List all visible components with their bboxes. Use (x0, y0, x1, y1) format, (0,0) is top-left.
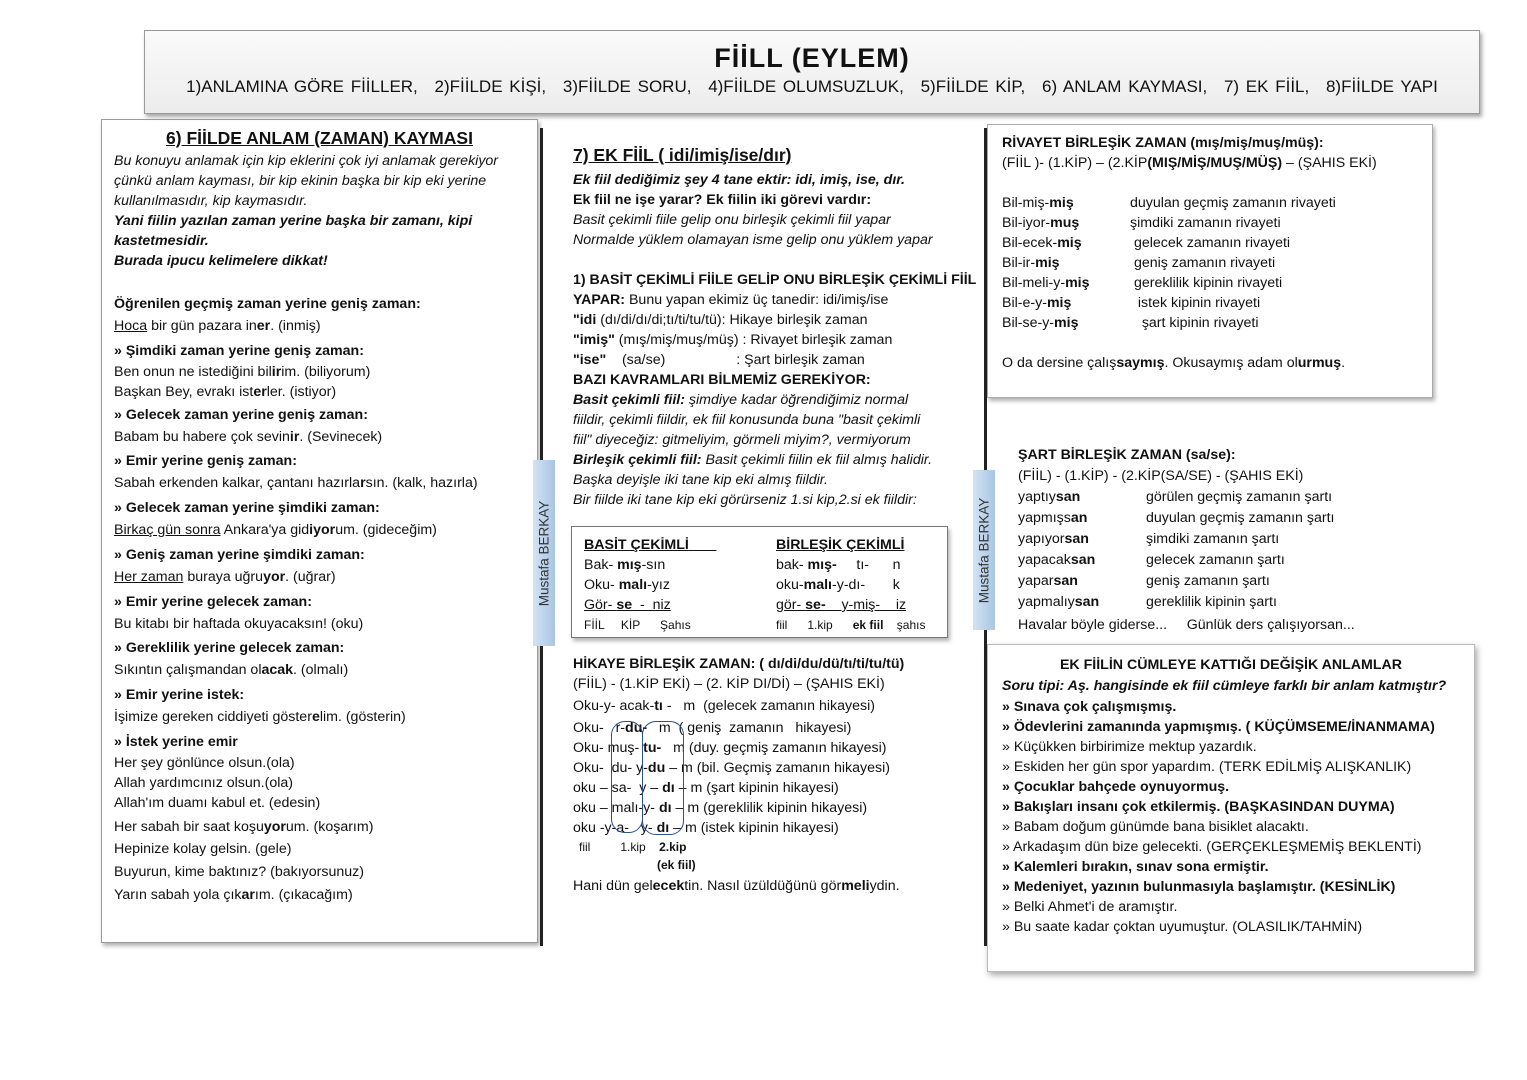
text: (mış/miş/muş/müş) : Rivayet birleşik zaman (614, 332, 893, 348)
example-text: Ben onun ne istediğini bil (114, 363, 272, 380)
anlamlar-panel (987, 644, 1475, 972)
example-row: Bil-iyor-muş şimdiki zamanın rivayeti (1002, 215, 1281, 231)
example-line (114, 816, 525, 839)
text-line (573, 450, 968, 470)
page-title: FİİLL (EYLEM) (714, 43, 910, 73)
text-line (573, 310, 968, 330)
subsection-heading: » İstek yerine emir (114, 733, 238, 750)
text-line: Yani fiilin yazılan zaman yerine başka bir zamanı, kipi (114, 213, 473, 229)
text-line (573, 290, 968, 310)
text-line: çünkü anlam kayması, bir kip ekinin başka bir kip eki yerine (114, 173, 487, 189)
text-line: Basit çekimli fiile gelip onu birleşik çekimli fiil yapar (573, 212, 891, 228)
example-text: Sabah erkenden kalkar, çantanı hazırla (114, 475, 361, 492)
suffix: acak (261, 662, 294, 679)
example-text: ler. (istiyor) (266, 383, 337, 400)
example-text: Ankara'ya gid (220, 522, 310, 539)
suffix: ar (241, 886, 255, 903)
table-row: Gör- se - niz (584, 597, 671, 613)
example-row: yaparsan geniş zamanın şartı (1018, 573, 1270, 589)
suffix: e (311, 708, 320, 725)
suffix: "imiş" (573, 332, 615, 348)
example-text: . (uğrar) (285, 568, 336, 585)
list-item: » Küçükken birbirimize mektup yazardık. (1002, 739, 1257, 755)
list-item: » Bu saate kadar çoktan uyumuştur. (OLASILIK/TAHMİN) (1002, 919, 1363, 935)
text-line: Burada ipucu kelimelere dikkat! (114, 253, 328, 269)
cue-word: Her zaman (114, 568, 184, 585)
text-line: fiil" diyeceğiz: gitmeliyim, görmeli miyim?, vermiyorum (573, 432, 911, 448)
example-row: Bil-ir-miş geniş zamanın rivayeti (1002, 255, 1276, 271)
author-name: Mustafa BERKAY (976, 497, 992, 603)
suffix: "ise" (573, 352, 607, 368)
subsection-heading: RİVAYET BİRLEŞİK ZAMAN (mış/miş/muş/müş): (1002, 135, 1324, 151)
handwritten-circle (611, 721, 643, 833)
example-row: Bil-miş-miş duyulan geçmiş zamanın rivayeti (1002, 195, 1336, 211)
text-line: Bir fiilde iki tane kip eki görürseniz 1.si kip,2.si ek fiildir: (573, 492, 917, 508)
subsection-heading: » Gereklilik yerine gelecek zaman: (114, 640, 345, 657)
text-line: Başka deyişle iki tane kip eki almış fiildir. (573, 472, 828, 488)
example-text: İşimize gereken ciddiyeti göster (114, 708, 312, 725)
conjugation-table (571, 526, 948, 638)
text: Bunu yapan ekimiz üç tanedir: idi/imiş/ise (625, 292, 889, 308)
section-title: 7) EK FİİL ( idi/imiş/ise/dır) (573, 145, 792, 165)
list-item: » Sınava çok çalışmışmış. (1002, 699, 1177, 715)
rivayet-panel (987, 124, 1433, 398)
birlesik-column (776, 535, 946, 635)
text-line (573, 390, 968, 410)
list-item: » Ödevlerini zamanında yapmışmış. ( KÜÇÜMSEME/İNANMAMA) (1002, 719, 1435, 735)
text-line (573, 330, 968, 350)
example-line: Her şey gönlünce olsun.(ola) (114, 754, 295, 771)
suffix: er (253, 383, 267, 400)
text-line (573, 350, 968, 370)
topic-item: 2)FİİLDE KİŞİ, (434, 77, 547, 96)
example-text: . (inmiş) (270, 318, 321, 334)
text: (sa/se) : Şart birleşik zaman (606, 352, 865, 368)
list-item: » Bakışları insanı çok etkilermiş. (BAŞKASINDAN DUYMA) (1002, 799, 1395, 815)
example-text: Yarın sabah yola çık (114, 886, 242, 903)
suffix: ir (271, 363, 282, 380)
example-text: Sıkıntın çalışmandan ol (114, 662, 262, 679)
list-item: » Çocuklar bahçede oynuyormuş. (1002, 779, 1230, 795)
suffix: ir (289, 428, 300, 445)
example-text: sın. (kalk, hazırla) (365, 475, 478, 492)
topic-item: 5)FİİLDE KİP, (920, 77, 1026, 96)
suffix: "idi (573, 312, 597, 328)
subsection-heading: » Gelecek zaman yerine geniş zaman: (114, 406, 368, 423)
anlam-kaymasi-panel (101, 119, 538, 943)
suffix: yor (263, 568, 286, 585)
example-line: Allah'ım duamı kabul et. (edesin) (114, 794, 321, 811)
table-row: bak- mış- tı- n (776, 557, 901, 573)
example-text: buraya uğru (183, 568, 264, 585)
example-row: Bil-se-y-miş şart kipinin rivayeti (1002, 315, 1259, 331)
example-line (114, 315, 525, 338)
example-row: yapıyorsan şimdiki zamanın şartı (1018, 531, 1280, 547)
example-line: Oku- muş- tu- m (duy. geçmiş zamanın hikayesi) (573, 740, 887, 756)
text-line: Ek fiil ne işe yarar? Ek fiilin iki görevi vardır: (573, 192, 872, 208)
example-line (114, 706, 525, 729)
example-row: yapmalıysan gereklilik kipinin şartı (1018, 594, 1277, 610)
subsection-heading: ŞART BİRLEŞİK ZAMAN (sa/se): (1018, 447, 1236, 463)
example-line: Oku- du- y-du – m (bil. Geçmiş zamanın hikayesi) (573, 760, 890, 776)
table-row: Oku- malı-yız (584, 577, 670, 593)
example-line (114, 659, 525, 682)
subsection-heading: » Emir yerine geniş zaman: (114, 453, 297, 470)
topic-item: 4)FİİLDE OLUMSUZLUK, (708, 77, 904, 96)
example-row: yapacaksan gelecek zamanın şartı (1018, 552, 1285, 568)
text-line: kullanılmasıdır, kip kaymasıdır. (114, 193, 308, 209)
table-row: oku-malı-y-dı- k (776, 577, 900, 593)
example-row: yapmışsan duyulan geçmiş zamanın şartı (1018, 510, 1335, 526)
example-line: oku – malı-y- dı – m (gereklilik kipinin hikayesi) (573, 800, 868, 816)
example-text: Her sabah bir saat koşu (114, 818, 264, 835)
example-line (114, 362, 525, 382)
text: (dı/di/dı/di;tı/ti/tu/tü): Hikaye birleşik zaman (596, 312, 868, 328)
suffix: yor (263, 818, 286, 835)
example-line: Oku-y- acak-tı - m (gelecek zamanın hikayesi) (573, 698, 875, 714)
example-line (114, 382, 525, 402)
column-header: BASİT ÇEKİMLİ (584, 537, 689, 553)
topic-item: 1)ANLAMINA GÖRE FİİLLER, (186, 77, 418, 96)
column-header: BİRLEŞİK ÇEKİMLİ (776, 537, 905, 553)
section-title: 6) FİİLDE ANLAM (ZAMAN) KAYMASI (166, 128, 473, 148)
table-row: Bak- mış-sın (584, 557, 666, 573)
subsection-heading: » Şimdiki zaman yerine geniş zaman: (114, 342, 364, 359)
question-line: Soru tipi: Aş. hangisinde ek fiil cümleye farklı bir anlam katmıştır? (1002, 678, 1447, 694)
subsection-heading: » Gelecek zaman yerine şimdiki zaman: (114, 500, 380, 517)
example-text: Babam bu habere çok sevin (114, 428, 290, 445)
subsection-heading: Öğrenilen geçmiş zaman yerine geniş zaman: (114, 296, 421, 312)
topic-list (145, 77, 1479, 97)
list-item: » Belki Ahmet'i de aramıştır. (1002, 899, 1178, 915)
subsection-heading: HİKAYE BİRLEŞİK ZAMAN: ( dı/di/du/dü/tı/ti/tu/tü) (573, 656, 905, 672)
header-box (144, 30, 1480, 114)
author-name: Mustafa BERKAY (536, 500, 552, 606)
example-line: Havalar böyle giderse... Günlük ders çalışıyorsan... (1018, 617, 1355, 633)
meaning-list (1002, 697, 1460, 937)
example-text: . (olmalı) (293, 662, 349, 679)
text-line: Bu konuyu anlamak için kip eklerini çok iyi anlamak gerekiyor (114, 153, 499, 169)
example-text: um. (gideceğim) (335, 522, 437, 539)
example-row: Bil-meli-y-miş gereklilik kipinin rivayeti (1002, 275, 1283, 291)
formula-line: (FİİL) - (1.KİP) - (2.KİP(SA/SE) - (ŞAHIS EKİ) (1018, 468, 1304, 484)
subsection-heading: » Emir yerine istek: (114, 686, 245, 703)
example-text: . (Sevinecek) (299, 428, 383, 445)
table-footer: fiil 1.kip ek fiil şahıs (776, 618, 926, 632)
text-line: kastetmesidir. (114, 233, 209, 249)
list-item: » Eskiden her gün spor yapardım. (TERK EDİLMİŞ ALIŞKANLIK) (1002, 759, 1412, 775)
sart-section (1018, 445, 1418, 637)
example-line (114, 472, 525, 495)
example-line: Buyurun, kime baktınız? (bakıyorsunuz) (114, 864, 364, 881)
cue-word: Birkaç gün sonra (114, 522, 221, 539)
author-label (533, 460, 555, 646)
example-line: Bu kitabı bir haftada okuyacaksın! (oku) (114, 615, 364, 632)
suffix: r (360, 475, 366, 492)
example-row: Bil-e-y-miş istek kipinin rivayeti (1002, 295, 1261, 311)
suffix: iyor (309, 522, 336, 539)
example-line: Hepinize kolay gelsin. (gele) (114, 841, 292, 858)
term: Birleşik çekimli fiil: (573, 452, 702, 468)
topic-item: 8)FİİLDE YAPI (1325, 77, 1438, 96)
topic-item: 6) ANLAM KAYMASI, (1042, 77, 1208, 96)
subsection-heading: » Emir yerine gelecek zaman: (114, 593, 312, 610)
text-line: fiildir, çekimli fiildir, ek fiil konusunda buna "basit çekimli (573, 412, 921, 428)
example-text: ım. (çıkacağım) (254, 886, 353, 903)
example-line: Allah yardımcınız olsun.(ola) (114, 774, 293, 791)
suffix: er (256, 318, 271, 334)
subsection-heading: » Geniş zaman yerine şimdiki zaman: (114, 546, 365, 563)
example-line (114, 566, 525, 589)
example-line (114, 426, 525, 449)
list-item: » Medeniyet, yazının bulunmasıyla başlamıştır. (KESİNLİK) (1002, 879, 1396, 895)
cue-word: Hoca (114, 318, 148, 334)
topic-item: 7) EK FİİL, (1223, 77, 1310, 96)
example-line (114, 519, 525, 542)
example-row: Bil-ecek-miş gelecek zamanın rivayeti (1002, 235, 1291, 251)
hikaye-footer-sub: (ek fiil) (657, 858, 696, 872)
text-line: Normalde yüklem olamayan isme gelip onu yüklem yapar (573, 232, 933, 248)
formula-line: (FİİL )- (1.KİP) – (2.KİP(MIŞ/MİŞ/MUŞ/MÜŞ) – (ŞAHIS EKİ) (1002, 155, 1377, 171)
example-line: oku – sa- y – dı – m (şart kipinin hikayesi) (573, 780, 839, 796)
example-line: Oku- r-du- m ( geniş zamanın hikayesi) (573, 720, 852, 736)
example-text: Başkan Bey, evrakı ist (114, 383, 254, 400)
table-row: gör- se- y-miş- iz (776, 597, 907, 613)
label-bold: YAPAR: (573, 292, 626, 308)
example-line (114, 884, 525, 907)
author-label (973, 470, 995, 630)
example-line: oku -y-a- y- dı – m (istek kipinin hikayesi) (573, 820, 839, 836)
text: Basit çekimli fiilin ek fiil almış halidir. (701, 452, 933, 468)
handwritten-circle (642, 721, 684, 835)
list-item: » Babam doğum günümde bana bisiklet alacaktı. (1002, 819, 1309, 835)
example-text: um. (koşarım) (285, 818, 374, 835)
topic-item: 3)FİİLDE SORU, (562, 77, 692, 96)
example-text: lim. (gösterin) (319, 708, 406, 725)
section-title: EK FİİLİN CÜMLEYE KATTIĞI DEĞİŞİK ANLAMLAR (1059, 657, 1403, 673)
list-item: » Arkadaşım dün bize gelecekti. (GERÇEKLEŞMEMİŞ BEKLENTİ) (1002, 839, 1422, 855)
basit-column (584, 535, 754, 635)
example-row: yaptıysan görülen geçmiş zamanın şartı (1018, 489, 1333, 505)
table-footer: FİİL KİP Şahıs (584, 618, 691, 632)
subsection-heading: BAZI KAVRAMLARI BİLMEMİZ GEREKİYOR: (573, 372, 871, 388)
formula-line: (FİİL) - (1.KİP EKİ) – (2. KİP DI/Dİ) – (ŞAHIS EKİ) (573, 676, 885, 692)
subsection-heading: 1) BASİT ÇEKİMLİ FİİLE GELİP ONU BİRLEŞİK ÇEKİMLİ FİİL (573, 272, 977, 288)
text-line: Ek fiil dediğimiz şey 4 tane ektir: idi, imiş, ise, dır. (573, 172, 905, 188)
example-text: im. (biliyorum) (281, 363, 371, 380)
example-line: Hani dün gelecektin. Nasıl üzüldüğünü görmeliydin. (573, 878, 900, 894)
example-line: O da dersine çalışsaymış. Okusaymış adam olurmuş. (1002, 355, 1346, 371)
ek-fiil-panel (573, 145, 977, 510)
text: şimdiye kadar öğrendiğimiz normal (684, 392, 909, 408)
example-text: bir gün pazara in (147, 318, 257, 334)
hikaye-footer: fiil 1.kip 2.kip (579, 840, 687, 854)
list-item: » Kalemleri bırakın, sınav sona ermiştir. (1002, 859, 1269, 875)
term: Basit çekimli fiil: (573, 392, 685, 408)
